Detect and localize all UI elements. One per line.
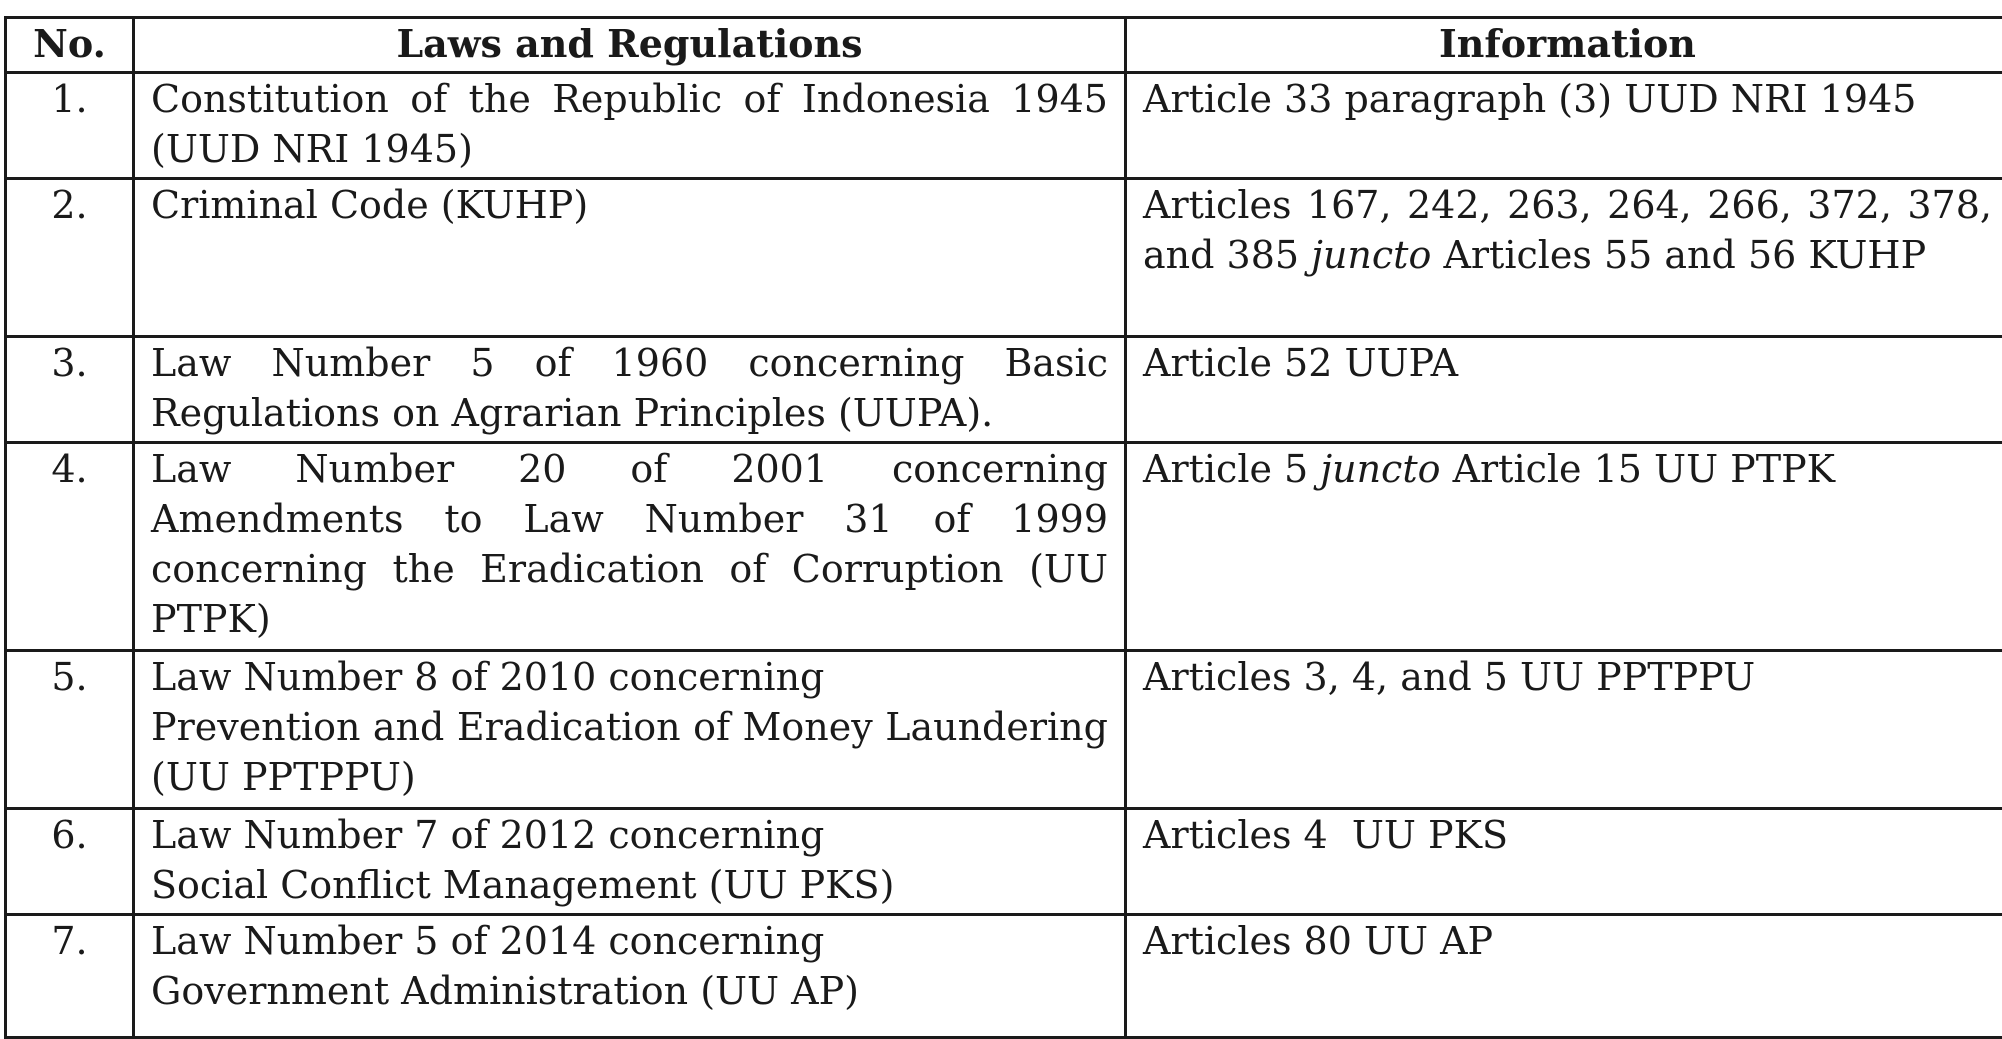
- info-text: Articles 80 UU AP: [1143, 919, 1493, 963]
- row-information: [1126, 179, 2002, 337]
- info-text-continued: Article 15 UU PTPK: [1453, 447, 1835, 491]
- row-law-rest: Government Administration (UU AP): [151, 969, 859, 1013]
- info-text: Article 5: [1143, 447, 1308, 491]
- row-law-first-line: Law Number 5 of 2014 concerning: [151, 916, 1108, 966]
- row-law-first-line: Law Number 8 of 2010 concerning: [151, 652, 1108, 702]
- info-text: Articles 4 UU PKS: [1143, 813, 1508, 857]
- row-number: 5.: [6, 651, 134, 809]
- row-law: [134, 915, 1126, 1038]
- row-number: 4.: [6, 443, 134, 651]
- row-law: Law Number 20 of 2001 concerning Amendments to Law Number 31 of 1999 concerning the Eradication of Corruption (UU PTPK): [134, 443, 1126, 651]
- row-number: 3.: [6, 337, 134, 443]
- info-text: Articles 167, 242, 263, 264, 266, 372, 378, and 385: [1143, 183, 1992, 277]
- row-law-rest: Social Conflict Management (UU PKS): [151, 863, 894, 907]
- info-text: Articles 3, 4, and 5 UU PPTPPU: [1143, 655, 1755, 699]
- row-information: [1126, 915, 2002, 1038]
- info-text: Article 52 UUPA: [1143, 341, 1458, 385]
- table-row: [6, 651, 2002, 809]
- table-header-row: [6, 18, 2002, 73]
- info-italic-term: juncto: [1311, 233, 1431, 277]
- table-row: [6, 915, 2002, 1038]
- row-law: Constitution of the Republic of Indonesia 1945 (UUD NRI 1945): [134, 73, 1126, 179]
- row-law: [134, 809, 1126, 915]
- row-information: [1126, 73, 2002, 179]
- header-information: Information: [1126, 18, 2002, 73]
- table-row: [6, 179, 2002, 337]
- table-row: [6, 443, 2002, 651]
- row-law: Criminal Code (KUHP): [134, 179, 1126, 337]
- row-number: 2.: [6, 179, 134, 337]
- row-information: [1126, 443, 2002, 651]
- row-law: [134, 651, 1126, 809]
- row-law: Law Number 5 of 1960 concerning Basic Regulations on Agrarian Principles (UUPA).: [134, 337, 1126, 443]
- row-information: [1126, 337, 2002, 443]
- row-information: [1126, 651, 2002, 809]
- header-no: No.: [6, 18, 134, 73]
- row-number: 7.: [6, 915, 134, 1038]
- laws-regulations-table: [4, 16, 2002, 1039]
- table-row: [6, 73, 2002, 179]
- row-law-rest: Prevention and Eradication of Money Laundering (UU PPTPPU): [151, 705, 1108, 799]
- row-information: [1126, 809, 2002, 915]
- row-number: 6.: [6, 809, 134, 915]
- info-text-continued: Articles 55 and 56 KUHP: [1443, 233, 1926, 277]
- table-row: [6, 809, 2002, 915]
- info-italic-term: juncto: [1320, 447, 1440, 491]
- table-row: [6, 337, 2002, 443]
- row-law-first-line: Law Number 7 of 2012 concerning: [151, 810, 1108, 860]
- row-number: 1.: [6, 73, 134, 179]
- header-laws-and-regulations: Laws and Regulations: [134, 18, 1126, 73]
- info-text: Article 33 paragraph (3) UUD NRI 1945: [1143, 77, 1916, 121]
